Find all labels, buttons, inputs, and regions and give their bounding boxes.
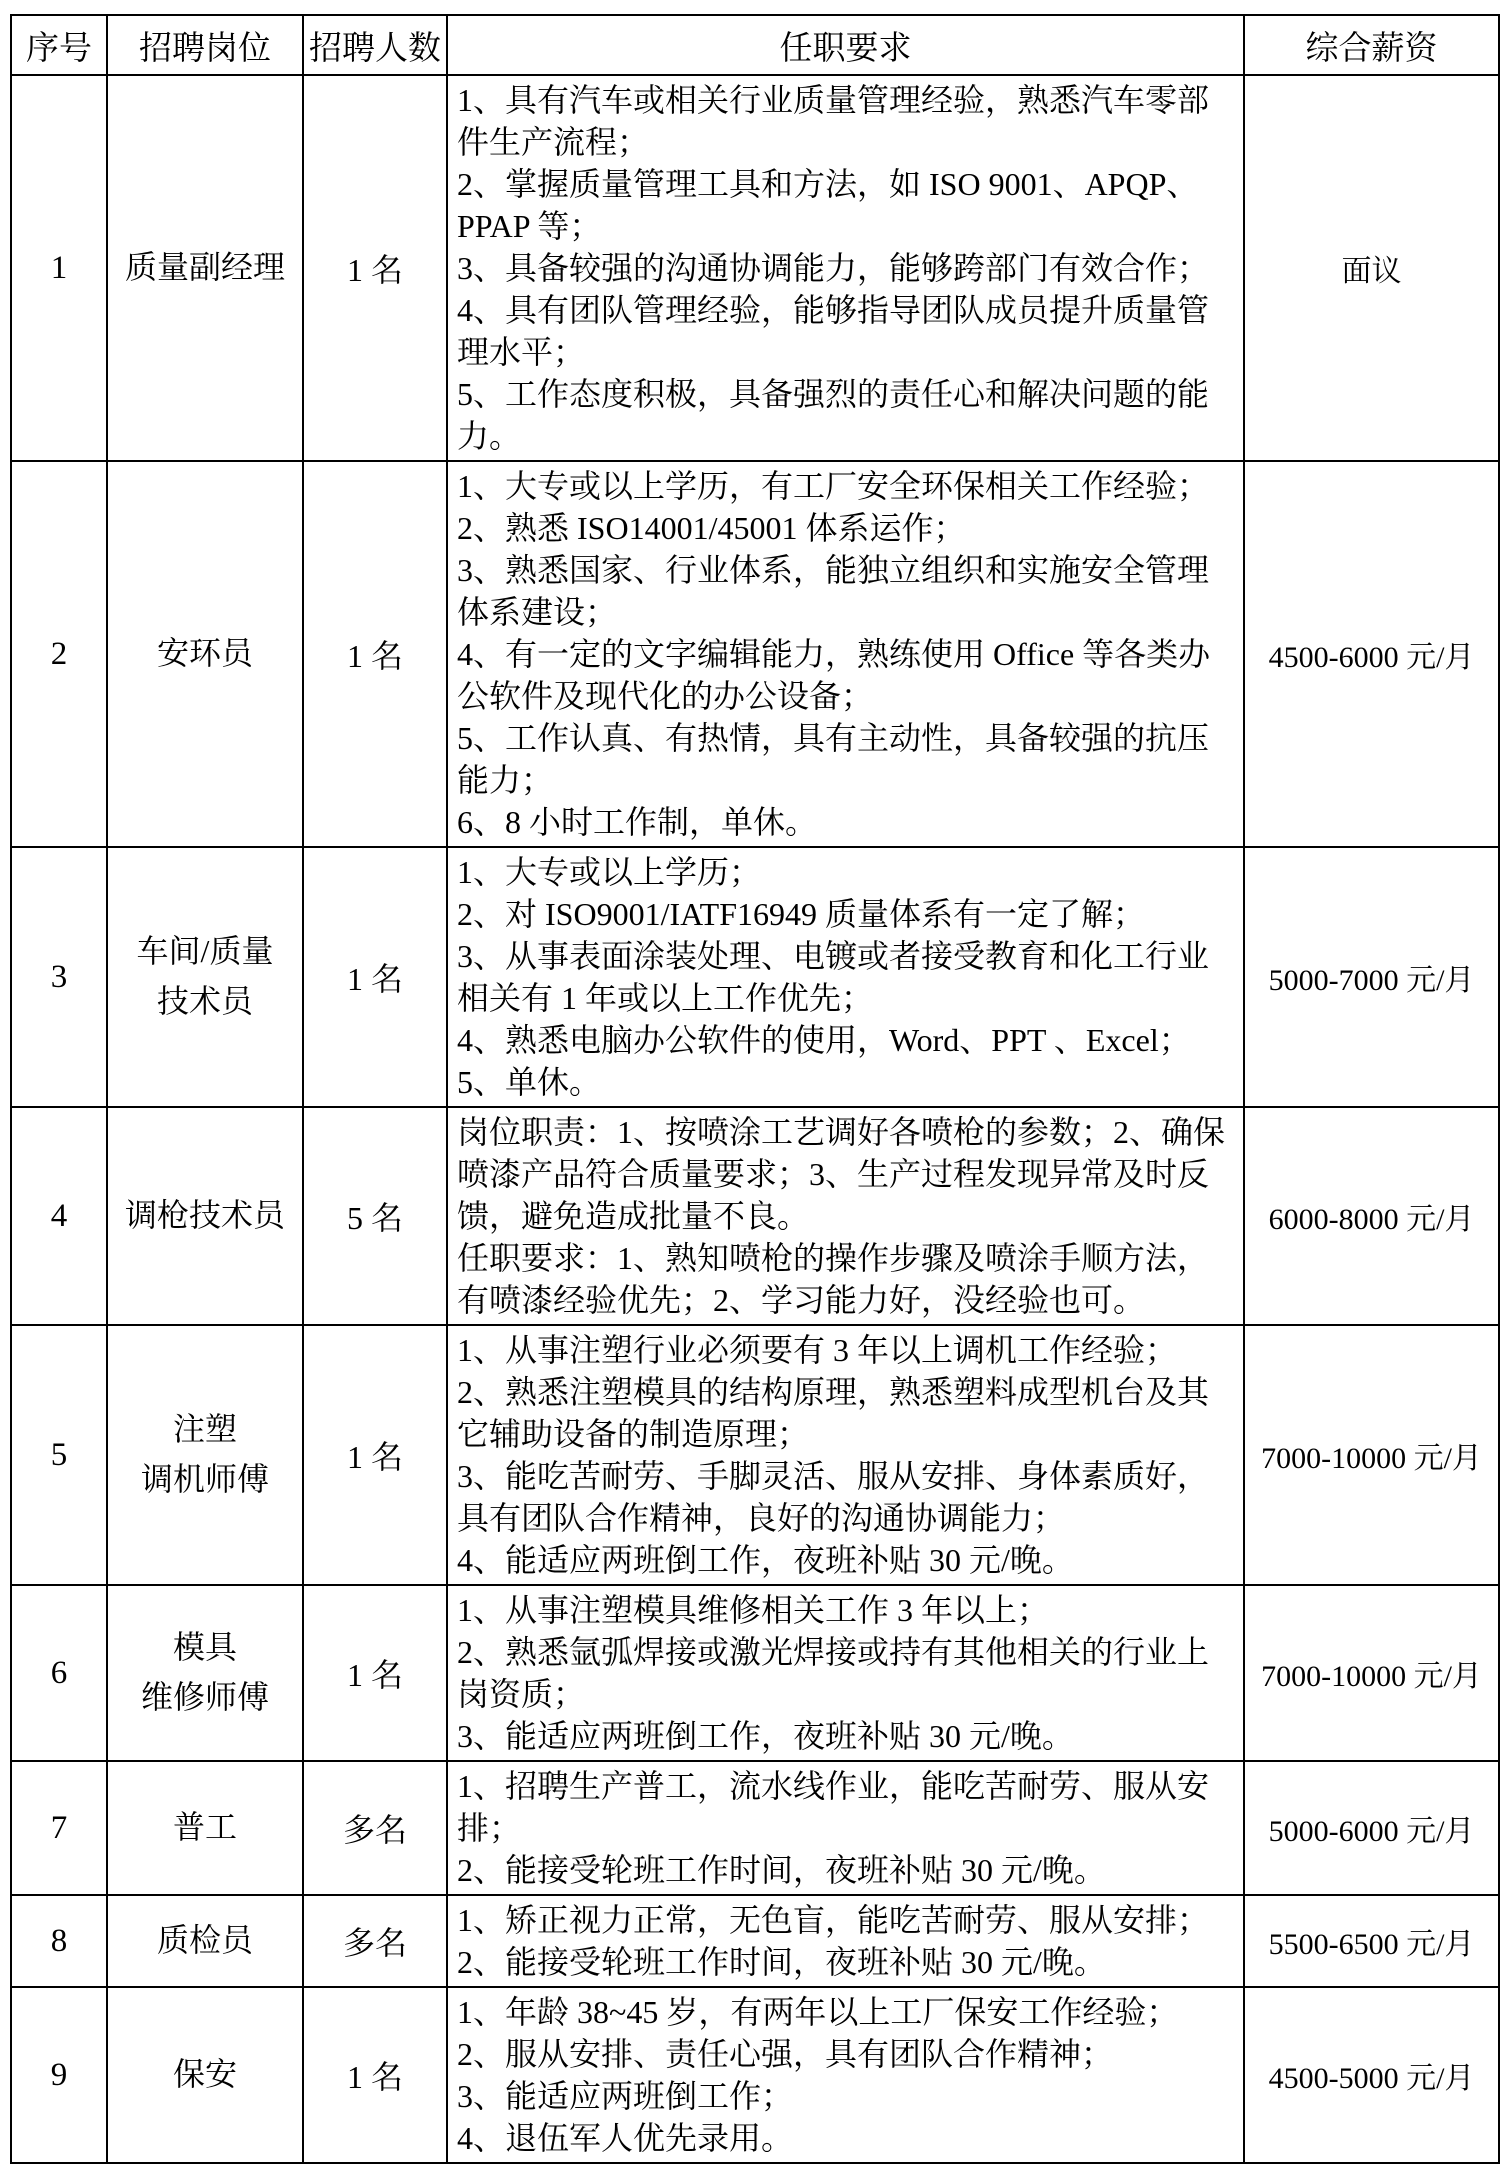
position-cell: 质检员: [107, 1895, 303, 1987]
requirement-item: 2、能接受轮班工作时间，夜班补贴 30 元/晚。: [457, 1944, 1106, 1980]
headcount-cell: 1 名: [303, 1585, 447, 1761]
requirements-cell: [447, 461, 1244, 847]
requirement-item: 1、具有汽车或相关行业质量管理经验，熟悉汽车零部件生产流程；: [457, 82, 1210, 160]
requirement-item: 2、熟悉氩弧焊接或激光焊接或持有其他相关的行业上岗资质；: [457, 1634, 1210, 1712]
salary-cell: 7000-10000 元/月: [1244, 1585, 1499, 1761]
requirement-item: 5、工作认真、有热情，具有主动性，具备较强的抗压能力；: [457, 720, 1210, 798]
position-cell: 注塑 调机师傅: [107, 1325, 303, 1585]
requirement-item: 4、退伍军人优先录用。: [457, 2120, 794, 2156]
requirement-item: 3、具备较强的沟通协调能力，能够跨部门有效合作；: [457, 250, 1210, 286]
headcount-cell: 5 名: [303, 1107, 447, 1325]
headcount-cell: 1 名: [303, 1325, 447, 1585]
requirement-item: 5、工作态度积极，具备强烈的责任心和解决问题的能力。: [457, 376, 1210, 454]
row-number: 6: [11, 1585, 107, 1761]
headcount-cell: 1 名: [303, 1987, 447, 2163]
requirement-item: 5、单休。: [457, 1064, 602, 1100]
requirement-item: 3、能吃苦耐劳、手脚灵活、服从安排、身体素质好，具有团队合作精神，良好的沟通协调能力；: [457, 1458, 1210, 1536]
requirement-item: 3、能适应两班倒工作；: [457, 2078, 794, 2114]
salary-cell: 5500-6500 元/月: [1244, 1895, 1499, 1987]
salary-cell: 4500-6000 元/月: [1244, 461, 1499, 847]
requirement-item: 1、大专或以上学历；: [457, 854, 762, 890]
header-headcount: 招聘人数: [303, 15, 447, 75]
table-row: [11, 1585, 1499, 1761]
requirement-item: 3、熟悉国家、行业体系，能独立组织和实施安全管理体系建设；: [457, 552, 1210, 630]
headcount-cell: 1 名: [303, 847, 447, 1107]
requirement-item: 2、熟悉注塑模具的结构原理，熟悉塑料成型机台及其它辅助设备的制造原理；: [457, 1374, 1210, 1452]
header-position: 招聘岗位: [107, 15, 303, 75]
position-cell: 质量副经理: [107, 75, 303, 461]
requirement-item: 4、熟悉电脑办公软件的使用，Word、PPT 、Excel；: [457, 1022, 1191, 1058]
requirement-item: 任职要求：1、熟知喷枪的操作步骤及喷涂手顺方法，有喷漆经验优先；2、学习能力好，没经验也可。: [457, 1240, 1210, 1318]
requirement-item: 1、矫正视力正常，无色盲，能吃苦耐劳、服从安排；: [457, 1902, 1210, 1938]
table-row: [11, 75, 1499, 461]
position-cell: 保安: [107, 1987, 303, 2163]
recruitment-table-wrap: [10, 14, 1500, 2164]
requirements-cell: [447, 847, 1244, 1107]
requirement-item: 1、年龄 38~45 岁，有两年以上工厂保安工作经验；: [457, 1994, 1179, 2030]
headcount-cell: 1 名: [303, 75, 447, 461]
salary-cell: 4500-5000 元/月: [1244, 1987, 1499, 2163]
requirement-item: 1、从事注塑行业必须要有 3 年以上调机工作经验；: [457, 1332, 1178, 1368]
requirement-item: 2、掌握质量管理工具和方法，如 ISO 9001、APQP、PPAP 等；: [457, 166, 1199, 244]
header-row: [11, 15, 1499, 75]
requirement-item: 4、具有团队管理经验，能够指导团队成员提升质量管理水平；: [457, 292, 1210, 370]
table-body: [11, 75, 1499, 2163]
row-number: 8: [11, 1895, 107, 1987]
requirement-item: 4、有一定的文字编辑能力，熟练使用 Office 等各类办公软件及现代化的办公设备；: [457, 636, 1211, 714]
table-row: [11, 461, 1499, 847]
headcount-cell: 1 名: [303, 461, 447, 847]
requirements-cell: [447, 1895, 1244, 1987]
recruitment-table: [10, 14, 1500, 2164]
headcount-cell: 多名: [303, 1761, 447, 1895]
row-number: 4: [11, 1107, 107, 1325]
salary-cell: 5000-6000 元/月: [1244, 1761, 1499, 1895]
requirement-item: 1、从事注塑模具维修相关工作 3 年以上；: [457, 1592, 1050, 1628]
requirement-item: 岗位职责：1、按喷涂工艺调好各喷枪的参数；2、确保喷漆产品符合质量要求；3、生产过程发现异常及时反馈，避免造成批量不良。: [457, 1114, 1226, 1234]
row-number: 5: [11, 1325, 107, 1585]
header-no: 序号: [11, 15, 107, 75]
requirements-cell: [447, 75, 1244, 461]
header-requirements: 任职要求: [447, 15, 1244, 75]
requirement-item: 4、能适应两班倒工作，夜班补贴 30 元/晚。: [457, 1542, 1074, 1578]
row-number: 7: [11, 1761, 107, 1895]
requirement-item: 2、能接受轮班工作时间，夜班补贴 30 元/晚。: [457, 1852, 1106, 1888]
table-row: [11, 1325, 1499, 1585]
salary-cell: 6000-8000 元/月: [1244, 1107, 1499, 1325]
requirement-item: 6、8 小时工作制，单休。: [457, 804, 818, 840]
table-row: [11, 1895, 1499, 1987]
header-salary: 综合薪资: [1244, 15, 1499, 75]
position-cell: 普工: [107, 1761, 303, 1895]
requirements-cell: [447, 1325, 1244, 1585]
requirement-item: 2、熟悉 ISO14001/45001 体系运作；: [457, 510, 966, 546]
row-number: 2: [11, 461, 107, 847]
salary-cell: 5000-7000 元/月: [1244, 847, 1499, 1107]
row-number: 9: [11, 1987, 107, 2163]
row-number: 3: [11, 847, 107, 1107]
requirement-item: 3、能适应两班倒工作，夜班补贴 30 元/晚。: [457, 1718, 1074, 1754]
position-cell: 安环员: [107, 461, 303, 847]
requirements-cell: [447, 1107, 1244, 1325]
salary-cell: 7000-10000 元/月: [1244, 1325, 1499, 1585]
table-row: [11, 1987, 1499, 2163]
requirements-cell: [447, 1761, 1244, 1895]
position-cell: 车间/质量 技术员: [107, 847, 303, 1107]
requirement-item: 2、对 ISO9001/IATF16949 质量体系有一定了解；: [457, 896, 1146, 932]
position-cell: 模具 维修师傅: [107, 1585, 303, 1761]
table-row: [11, 1761, 1499, 1895]
requirement-item: 2、服从安排、责任心强，具有团队合作精神；: [457, 2036, 1114, 2072]
requirement-item: 3、从事表面涂装处理、电镀或者接受教育和化工行业相关有 1 年或以上工作优先；: [457, 938, 1210, 1016]
table-row: [11, 847, 1499, 1107]
row-number: 1: [11, 75, 107, 461]
requirement-item: 1、大专或以上学历，有工厂安全环保相关工作经验；: [457, 468, 1210, 504]
requirements-cell: [447, 1585, 1244, 1761]
requirements-cell: [447, 1987, 1244, 2163]
table-row: [11, 1107, 1499, 1325]
requirement-item: 1、招聘生产普工，流水线作业，能吃苦耐劳、服从安排；: [457, 1768, 1210, 1846]
position-cell: 调枪技术员: [107, 1107, 303, 1325]
headcount-cell: 多名: [303, 1895, 447, 1987]
salary-cell: 面议: [1244, 75, 1499, 461]
